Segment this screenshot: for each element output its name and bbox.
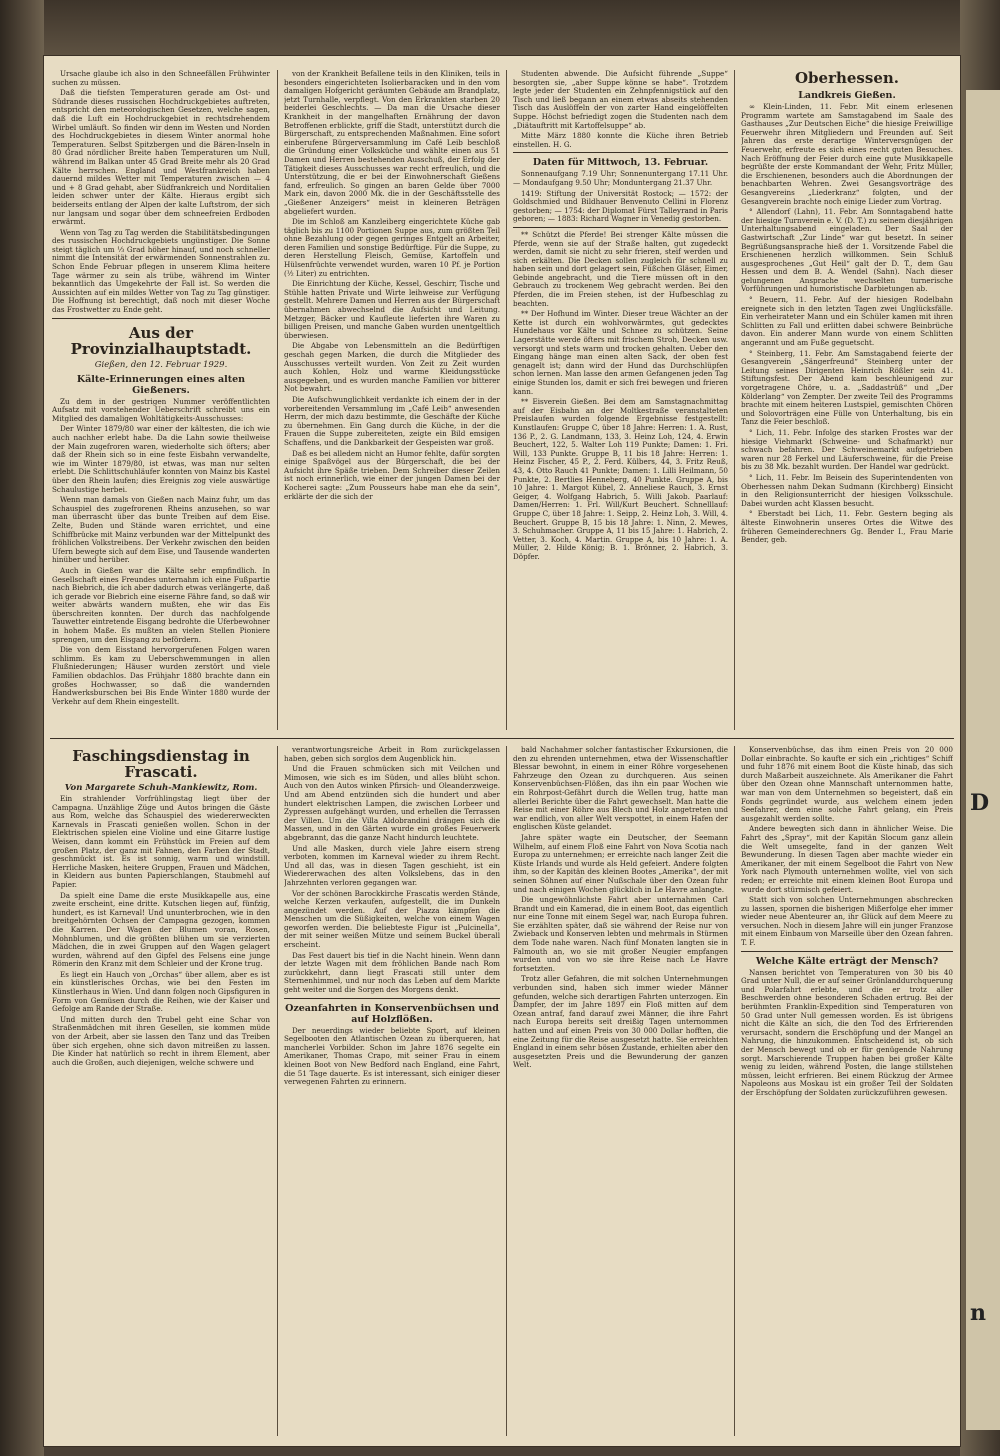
article-paragraph: Andere bewegten sich dann in ähnlicher Weise. Die Fahrt des „Spray“, mit der Kapitän Slocum ganz allein die Welt umsegelte, fand in der ganzen Welt Bewunderung. In diesen Tagen aber machte wieder ein Amerikaner, der mit einem Segelboot die Fahrt von New York nach Plymouth unternehmen wollte, viel von sich reden; er erreichte mit einem kleinen Boot Europa und wurde dort stürmisch gefeiert. — [741, 824, 953, 894]
article-headline: Kälte-Erinnerungen eines alten Gießeners. — [76, 373, 246, 396]
article-paragraph: Die von dem Eisstand hervorgerufenen Folgen waren schlimm. Es kam zu Ueberschwemmungen in allen Flußniederungen; Häuser wurden zerstört und viele Familien obdachlos. Das Frühjahr 1880 brachte dann ein großes Hochwasser, so daß die wandernden Handwerksburschen bei Bis Ende Winter 1880 wurde der Verkehr auf dem Rhein eingestellt. — [52, 645, 270, 706]
article-paragraph: Jahre später wagte ein Deutscher, der Seemann Wilhelm, auf einem Floß eine Fahrt von Nova Scotia nach Europa zu unternehmen; er erreichte nach langer Zeit die Küste Irlands und wurde als Held gefeiert. Andere folgten ihm, so der Kapitän des kleinen Bootes „Amerika“, der mit seinen Söhnen auf einer Nußschale über den Ozean fuhr und nach einigen Wochen glücklich in Le Havre anlangte. — [513, 832, 728, 894]
article-paragraph: ∞ Klein-Linden, 11. Febr. Mit einem erlesenen Programm wartete am Samstagabend im Saale des Gasthauses „Zur Deutschen Eiche“ die hiesige Freiwillige Feuerwehr ihren Mitgliedern und Freunden auf. Seit Jahren das erste derartige Winterversgnügen der Feuerwehr, erfreute es sich eines recht guten Besuches. Nach Eröffnung der Feier durch eine gute Musikkapelle begrüßte der erste Kommandant der Wehr, Fritz Müller, die Erschienenen, besonders auch die Abordnungen der benachbarten Wehren. Zwei Gesangsvorträge des Gesangvereins „Liederkranz“ folgten, und der Gesangverein brachte noch einige Lieder zum Vortrag. — [741, 102, 953, 206]
article-paragraph: Daß es bei alledem nicht an Humor fehlte, dafür sorgten einige Spaßvögel aus der Bürgerschaft, die bei der Aufsicht ihre Späße trieben. Dem Schreiber dieser Zeilen ist noch erinnerlich, wie einer der jungen Damen bei der Kocherei sagte: „Zum Pousseurs habe man ehe da sein“, erklärte der die sich der — [284, 448, 500, 501]
article-paragraph: Trotz aller Gefahren, die mit solchen Unternehmungen verbunden sind, haben sich immer wieder Männer gefunden, welche sich derartigen Fahrten unterzogen. Ein Dampfer, der im Jahre 1897 ein Floß mitten auf dem Ozean antraf, fand darauf zwei Männer, die ihre Fahrt nach Europa bereits seit dreißig Tagen unternommen hatten und auf einen Preis von 30 000 Dollar hofften, die eine Zeitung für die Reise ausgesetzt hatte. Sie erreichten England in einem sehr bösen Zustande, erhielten aber den ausgesetzten Preis und die Bewunderung der ganzen Welt. — [513, 974, 728, 1070]
column-rule — [506, 70, 507, 730]
article-paragraph: Wenn von Tag zu Tag werden die Stabilitätsbedingungen des russischen Hochdruckgebiets ungünstiger. Die Sonne steigt täglich um ⅓ Grad höher hinauf, und noch schneller nimmt die Intensität der erwärmenden Sonnenstrahlen zu. Schon Ende Februar pflegen in unserem Klima heitere Tage wärmer zu sein als trübe, während im Winter bekanntlich das Umgekehrte der Fall ist. So werden die Aussichten auf ein mildes Wetter von Tag zu Tag günstiger. Die Hoffnung ist berechtigt, daß noch mit dieser Woche das Frostwetter zu Ende geht. — [52, 227, 270, 315]
divider — [513, 152, 728, 153]
column-rule — [277, 746, 278, 1436]
column-rule — [277, 70, 278, 730]
calendar-text: 1419: Stiftung der Universität Rostock; — 1572: der Goldschmied und Bildhauer Benvenuto Cellini in Florenz gestorben; — 1754: der Diplomat Fürst Talleyrand in Paris geboren; — 1883: Richard Wagner in Venedig gestorben. — [513, 188, 728, 224]
article-headline: Ozeanfahrten in Konservenbüchsen und auf Holzflößen. — [285, 1002, 499, 1025]
article-paragraph: Mitte März 1880 konnte die Küche ihren Betrieb einstellen. H. G. — [513, 131, 728, 149]
article-paragraph: Ursache glaube ich also in den Schneefällen Frühwinter suchen zu müssen. — [52, 70, 270, 87]
article-paragraph: ° Steinberg, 11. Febr. Am Samstagabend feierte der Gesangverein „Sängerfreund“ Steinberg unter der Leitung seines Dirigenten Heinrich Rößler sein 41. Stiftungsfest. Der Abend kam beschleunigend zur vorgetragene Chöre, u. a. „Saddastrüß“ und „Der Kölderlang“ von Zempter. Der zweite Teil des Programms brachte mit einem heiteren Lustspiel, gemischten Chören und Solovorträgen eine Fülle von Unterhaltung, bis ein Tanz die Feier beschloß. — [741, 348, 953, 427]
article-paragraph: ** Der Hofhund im Winter. Dieser treue Wächter an der Kette ist durch ein wohlvorwärmtes, gut gedecktes Hundehaus vor Kälte und Schnee zu schützen. Seine Lagerstätte werde öfters mit frischem Stroh, Decken usw. versorgt und stets warm und trocken gehalten. Ueber den Eingang hänge man einen alten Sack, der oben fest genagelt ist; dann wird der Hund das Durchschlüpfen schon lernen. Man lasse den armen Gefangenen jeden Tag einige Stunden los, damit er sich frei bewegen und frieren kann. — [513, 309, 728, 396]
article-paragraph: ° Allendorf (Lahn), 11. Febr. Am Sonntagabend hatte der hiesige Turnverein e. V. (D. T.) zu seinem diesjährigen Unterhaltungsabend eingeladen. Der Saal der Gastwirtschaft „Zur Linde“ war gut besetzt. In seiner Begrüßungsansprache hieß der 1. Vorsitzende Fabel die Erschienenen herzlich willkommen. Sein Schluß ausgesprochenes „Gut Heil“ galt der D. T., dem Gau Hessen und dem B. A. Wendel (Sahn). Nach dieser gelungenen Ansprache wechselten turnerische Vorführungen und humoristische Darbietungen ab. — [741, 207, 953, 294]
article-paragraph: Wenn man damals von Gießen nach Mainz fuhr, um das Schauspiel des zugefrorenen Rheins anzusehen, so war man überrascht über das bunte Treiben auf dem Eise. Zelte, Buden und Stände waren errichtet, und eine Schiffbrücke mit Mainz verbunden war der Mittelpunkt des fröhlichen Volkstreibens. Der Verkehr zwischen den beiden Ufern bewegte sich auf dem Eise, und Tausende wanderten hinüber und herüber. — [52, 495, 270, 565]
article-paragraph: Nansen berichtet von Temperaturen von 30 bis 40 Grad unter Null, die er auf seiner Grönlanddurchquerung und Polarfahrt erlebte, und die er trotz aller Beschwerden ohne besonderen Schaden ertrug. Bei der berühmten Franklin-Expedition sind Temperaturen von 50 Grad unter Null gemessen worden. Es ist übrigens nicht die Kälte an sich, die den Tod des Erfrierenden verursacht, sondern die Erschöpfung und der Mangel an Nahrung, die hinzukommen. Entscheidend ist, ob sich der Mensch bewegt und ob er für genügende Nahrung sorgt. Marschierende Truppen haben bei großer Kälte wenig zu leiden, während Posten, die lange stillstehen müssen, leicht erfrieren. Bei einem Rückzug der Armee Napoleons aus Moskau ist ein großer Teil der Soldaten der Erschöpfung der Soldaten zurückzuführen gewesen. — [741, 967, 953, 1097]
article-paragraph: Daß die tiefsten Temperaturen gerade am Ost- und Südrande dieses russischen Hochdruckgebietes auftreten, entspricht den meteorologischen Gesetzen, welche sagen, daß die Luft ein Hochdruckgebiet in rechtsdrehendem Wirbel umläuft. So finden wir denn im Westen und Norden des Hochdruckgebietes in diesem Winter anormal hohe Temperaturen. Selbst Spitzbergen und die Bären-Inseln in 80 Grad nördlicher Breite haben Temperaturen um Null, während im Balkan unter 45 Grad Breite mehr als 20 Grad Kälte herrschen. England und Westfrankreich haben dauernd mildes Wetter mit Temperaturen zwischen — 4 und + 8 Grad gehabt, aber Südfrankreich und Norditalien leiden schwer unter der Kälte. Hieraus ergibt sich beiderseits entlang der Alpen der kalte Luftstrom, der sich nur langsam und sogar über dem schneefreien Erdboden erwärmt. — [52, 88, 270, 227]
article-paragraph: ** Eisverein Gießen. Bei dem am Samstagnachmittag auf der Eisbahn an der Moltkestraße veranstalteten Preislaufen wurden folgende Ergebnisse festgestellt: Kunstlaufen: Gruppe C, über 18 Jahre: Herren: 1. A. Rust, 136 P., 2. G. Landmann, 133, 3. Heinz Loh, 124, 4. Erwin Beuchert, 122, 5. Walter Loh 119 Punkte; Damen: 1. Fri. Will, 133 Punkte. Gruppe B, 11 bis 18 Jahre: Herren: 1. Heinz Fischer, 45 P., 2. Ferd. Külbers, 44, 3. Fritz Reuß, 43, 4. Otto Rauch 41 Punkte; Damen: 1. Lilli Heilmann, 50 Punkte, 2. Bertlies Henneberg, 40 Punkte. Gruppe A, bis 10 Jahre: 1. Margot Kübel, 2. Anneliese Rauch, 3. Ernst Geiger, 4. Wolfgang Habrich, 5. Willi Jakob. Paarlauf: Damen/Herren: 1. Frl. Will/Kurt Beuchert. Schnelllauf: Gruppe C, über 18 Jahre: 1. Seipp, 2. Heinz Loh, 3. Will, 4. Beuchert. Gruppe B, 15 bis 18 Jahre: 1. Ninn, 2. Mewes, 3. Schuhmacher. Gruppe A, 11 bis 15 Jahre: 1. Habrich, 2. Vetter, 3. Koch, 4. Martin. Gruppe A, bis 10 Jahre: 1. A. Müller, 2. Hilde König; B. 1. Brönner, 2. Habrich, 3. Döpfer. — [513, 397, 728, 561]
byline: Von Margarete Schuh-Mankiewitz, Rom. — [64, 783, 258, 793]
scan-left-binding — [0, 0, 44, 1456]
article-paragraph: ° Lich, 11. Febr. Im Beisein des Superintendenten von Oberhessen nahm Dekan Sudmann (Kirchberg) Einsicht in den Religionsunterricht der hiesigen Volksschule. Dabei wurden acht Klassen besucht. — [741, 472, 953, 508]
upper-column-2 — [284, 70, 500, 734]
article-paragraph: Der Winter 1879/80 war einer der kältesten, die ich wie auch nachher erlebt habe. Da die Lahn sowie theilweise der Main zugefroren waren, wiederholte sich öfters; aber daß der Rhein sich so in eine feste Eisbahn verwandelte, wie im Winter 1879/80, ist etwas, was man nur selten erlebt. Die Schlittschuhläufer konnten von Mainz bis Kastel über den Rhein laufen; dies Ereignis zog viele auswärtige Schaulustige herbei. — [52, 424, 270, 494]
lower-column-3 — [513, 746, 728, 1436]
calendar-headline: Daten für Mittwoch, 13. Februar. — [532, 157, 709, 169]
upper-column-1 — [52, 70, 270, 734]
article-paragraph: Studenten abwende. Die Aufsicht führende „Suppe“ besorgten sie, „aber Suppe könne se habe“. Trotzdem legte jeder der Studenten ein Zehnpfennigstück auf den Tisch und ließ begann an einem etwas abseits stehenden Tisch das Auslöffeln der von zarter Hand eingelöffelten Suppe. Höchst befriedigt zogen die Studenten nach dem „Diätauftritt mit Kartoffelsuppe“ ab. — [513, 70, 728, 130]
neighbor-page-fragment — [966, 90, 1000, 1430]
article-paragraph: Das Fest dauert bis tief in die Nacht hinein. Wenn dann der letzte Wagen mit dem fröhlichen Bande nach Rom zurückkehrt, dann liegt Frascati still unter dem Sternenhimmel, und nur noch das Leben auf dem Markte geht weiter und die Sorgen des Morgens denkt. — [284, 950, 500, 995]
divider — [513, 227, 728, 228]
article-paragraph: ° Lich, 11. Febr. Infolge des starken Frostes war der hiesige Viehmarkt (Schweine- und Schafmarkt) nur schwach befahren. Der Schweinemarkt aufgetrieben waren nur 28 Ferkel und Läuferschweine, für die Preise bis zu 38 Mk. bezahlt wurden. Der Handel war gedrückt. — [741, 427, 953, 472]
article-paragraph: Statt sich von solchen Unternehmungen abschrecken zu lassen, spornen die bisherigen Mißerfolge eher immer wieder neue Abenteurer an, ihr Glück auf dem Meere zu versuchen. Noch in diesem Jahre will ein junger Franzose mit einem Einbaum von Marseille über den Ozean fahren. T. F. — [741, 895, 953, 948]
column-rule — [506, 746, 507, 1436]
scan-top-edge — [44, 0, 960, 56]
article-paragraph: Ein strahlender Vorfrühlingstag liegt über der Campagna. Unzählige Züge und Autos bringen die Gäste aus Rom, welche das Schauspiel des wiedererweckten Karnevals in Frascati genießen wollen. Schon in der Elektrischen spielen eine Violine und eine Gitarre lustige Weisen, dann kommt ein Frühstück im Freien auf dem großen Platz, der ganz mit Fahnen, den Farben der Stadt, geschmückt ist. Es ist sonnig, warm und windstill. Herrliche Masken, heitere Gruppen, Frauen und Mädchen, in Kleidern aus bunten Papierschlangen, Staubmehl auf Papier. — [52, 794, 270, 889]
neighbor-fragment-bottom: n — [970, 1300, 986, 1326]
article-paragraph: von der Krankheit Befallene teils in den Kliniken, teils in besonders eingerichteten Isolierbaracken und in den vom damaligen Hofgericht geräumten Gebäude am Brandplatz, jetzt Turnhalle, verpflegt. Von den Erkrankten starben 20 beiderlei Geschlechts. — Da man die Ursache dieser Krankheit in der mangelhaften Ernährung der davon Betroffenen erblickte, griff die Stadt, unterstützt durch die Bürgerschaft, zu entsprechenden Maßnahmen. Eine sofort einberufene Bürgerversammlung im Café Leib beschloß die Gründung einer Volksküche und wählte einen aus 51 Damen und Herren bestehenden Ausschuß, der Erfolg der Tätigkeit dieses Ausschusses war recht erfreulich, und die Unterstützung, die er bei der Einwohnerschaft Gießens fand, erfreulich. So gingen an baren Gelde über 7000 Mark ein, davon 2000 Mk. die in der Geschäftsstelle des „Gießener Anzeigers“ meist in kleineren Beträgen abgeliefert wurden. — [284, 70, 500, 216]
article-paragraph: ** Schützt die Pferde! Bei strenger Kälte müssen die Pferde, wenn sie auf der Straße halten, gut zugedeckt werden, damit sie nicht zu sehr frieren, steif werden und sich erkälten. Die Decken sollen zugleich für schnell zu haben sein und dort gelagert sein, Füßchen Gläser, Eimer, Gebinde angebracht, und die Tiere müssen oft in den Gebrauch zu trockenem Weg gebracht werden. Bei den Pferden, die im Freien stehen, ist der Hufbeschlag zu beachten. — [513, 229, 728, 308]
dateline: Gießen, den 12. Februar 1929. — [94, 359, 228, 370]
article-paragraph: Die Abgabe von Lebensmitteln an die Bedürftigen geschah gegen Marken, die durch die Mitglieder des Ausschusses verteilt wurden. Von Zeit zu Zeit wurden auch Kohlen, Holz und warme Kleidungsstücke ausgegeben, und es wurden manche Familien vor bitterer Not bewahrt. — [284, 341, 500, 394]
section-divider — [50, 738, 954, 739]
column-rule — [734, 70, 735, 730]
article-paragraph: Auch in Gießen war die Kälte sehr empfindlich. In Gesellschaft eines Freundes unternahm ich eine Fußpartie nach Biebrich, die ich aber dadurch etwas verlängerte, daß ich gerade vor Biebrich eine eiserne Fähre fand, so daß wir weiter abwärts wandern mußten, ehe wir das Eis überschreiten konnten. Der durch das nachfolgende Tauwetter eintretende Eisgang bedrohte die Uferbewohner in hohem Maße. Es mußten an vielen Stellen Pioniere sprengen, um den Eisgang zu befördern. — [52, 565, 270, 644]
article-paragraph: ° Beuern, 11. Febr. Auf der hiesigen Rodelbahn ereignete sich in den letzten Tagen zwei Unglücksfälle. Ein verheirateter Mann und ein Schüler kamen mit ihren Schlitten zu Fall und erlitten dabei schwere Beinbrüche davon. Ein anderer Mann wurde von einem Schlitten angerannt und am Fuße geguetscht. — [741, 295, 953, 348]
newspaper-page — [44, 56, 960, 1446]
lower-column-2 — [284, 746, 500, 1436]
section-title: Aus der Provinzialhauptstadt. — [70, 323, 252, 358]
article-paragraph: Die Einrichtung der Küche, Kessel, Geschirr, Tische und Stühle hatten Private und Wirte leihweise zur Verfügung gestellt. Mehrere Damen und Herren aus der Bürgerschaft übernahmen abwechselnd die Aufsicht und Leitung. Metzger, Bäcker und Kaufleute lieferten ihre Waren zu billigen Preisen, und manche Gaben wurden unentgeltlich überwiesen. — [284, 279, 500, 340]
neighbor-fragment-top: D — [970, 790, 990, 816]
calendar-text: Sonnenaufgang 7.19 Uhr; Sonnenuntergang 17.11 Uhr. — Mondaufgang 9.50 Uhr; Monduntergang 21.37 Uhr. — [513, 169, 728, 187]
article-paragraph: Der neuerdings wieder beliebte Sport, auf kleinen Segelbooten den Atlantischen Ozean zu überqueren, hat mancherlei Vorbilder. Schon im Jahre 1876 segelte ein Amerikaner, Thomas Crapo, mit seiner Frau in einem kleinen Boot von New Bedford nach England, eine Fahrt, die 51 Tage dauerte. Es ist interessant, sich einiger dieser verwegenen Fahrten zu erinnern. — [284, 1025, 500, 1087]
column-rule — [734, 746, 735, 1436]
section-subtitle: Landkreis Gießen. — [798, 90, 896, 101]
upper-column-4 — [741, 70, 953, 734]
article-paragraph: ° Eberstadt bei Lich, 11. Febr. Gestern beging als älteste Einwohnerin unseres Ortes die Witwe des früheren Gemeinderechners Gg. Bender I., Frau Marie Bender, geb. — [741, 509, 953, 545]
lower-column-4 — [741, 746, 953, 1436]
article-headline: Welche Kälte erträgt der Mensch? — [755, 955, 939, 967]
section-title: Oberhessen. — [794, 70, 899, 87]
article-paragraph: Es liegt ein Hauch von „Orchas“ über allem, aber es ist ein künstlerisches Orchas, wie bei den Festen im Künstlerhaus in Wien. Und dann folgen noch Gipsfiguren in Form von Gemüsen durch die Reihen, wie der Kaiser und Gefolge am Rande der Straße. — [52, 969, 270, 1014]
article-paragraph: bald Nachahmer solcher fantastischer Exkursionen, die den zu ehrenden unternehmen, etwa der Wissenschaftler Blessar bewohnt, in einem in einer Röhre vorgesehenen Fahrzeuge den Ozean zu durchqueren. Aus seinen Konservenbüchsen-Flößen, das ihn ein paar Wochen wie ein Rohrpost-Gefährt durch die Wellen trug, hatte man allerlei Berichte über die Fahrt gewechselt. Man hatte die Reise mit einer Röhre aus Blech und Holz angetreten und war endlich, von aller Welt verspottet, in einem Hafen der englischen Küste gelandet. — [513, 746, 728, 832]
divider — [52, 318, 270, 319]
article-paragraph: Vor der schönen Barockkirche Frascatis werden Stände, welche Kerzen verkaufen, aufgestellt, die im Dunkeln angezündet werden. Auf der Piazza kämpfen die Menschen um die Süßigkeiten, welche von einem Wagen geworfen werden. Die beliebteste Figur ist „Pulcinella“, der mit seiner weißen Mütze und seinem Buckel überall erscheint. — [284, 888, 500, 950]
article-paragraph: Und mitten durch den Trubel geht eine Schar von Straßenmädchen mit ihren Gesellen, sie kommen müde von der Arbeit, aber sie lassen den Tanz und das Treiben über sich ergehen, ohne sich davon mitreißen zu lassen. Die Kinder hat natürlich so recht in ihrem Element, aber auch die Großen, auch diejenigen, welche schwere und — [52, 1014, 270, 1067]
upper-column-3 — [513, 70, 728, 734]
article-paragraph: Die ungewöhnlichste Fahrt aber unternahmen Carl Brandt und ein Kamerad, die in einem Boot, das eigentlich nur eine Tonne mit einem Segel war, nach Europa fuhren. Sie erzählten später, daß sie während der Reise nur von Zwieback und Konserven lebten und mehrmals in Stürmen dem Tode nahe waren. Nach fünf Monaten langten sie in Falmouth an, wo sie mit großer Neugier empfangen wurden und von wo sie ihre Reise nach Le Havre fortsetzten. — [513, 895, 728, 973]
article-paragraph: Und die Frauen schmücken sich mit Veilchen und Mimosen, wie sich es im Süden, und alles blüht schon. Auch von den Autos winken Pfirsich- und Oleanderzweige. Und am Abend entzünden sich die hundert und aber hundert elektrischen Lampen, die zwischen Lorbeer und Zypressen aufgehängt wurden, und erhellen die Terrassen der Villen. Um die Villa Aldobrandini drängen sich die Massen, und in den Gärten wurde ein großes Feuerwerk abgebrannt, das die ganze Nacht hindurch leuchtete. — [284, 764, 500, 842]
divider — [741, 951, 953, 952]
article-paragraph: Und alle Masken, durch viele Jahre eisern streng verboten, kommen im Karneval wieder zu ihrem Recht. Und all das, was in diesen Tagen geschieht, ist ein Wiedererwachen des alten Volkslebens, das in den Jahrzehnten verloren gegangen war. — [284, 843, 500, 887]
feuilleton-title: Faschingsdienstag in Frascati. — [72, 747, 250, 781]
lower-column-1 — [52, 746, 270, 1436]
article-paragraph: Zu dem in der gestrigen Nummer veröffentlichten Aufsatz mit vorstehender Ueberschrift schreibt uns ein Mitglied des damaligen Wohltätigkeits-Ausschusses: — [52, 396, 270, 423]
article-paragraph: Da spielt eine Dame die erste Musikkapelle aus, eine zweite erscheint, eine dritte. Kutschen liegen auf, fünfzig, hundert, es ist Karneval! Und ununterbrochen, wie in den breitgehörnten Ochsen der Campagna gezogen, kommen die Karren. Der Wagen der Blumen voran, Rosen, Mohnblumen, und die größten blühen um sie verzierten Mädchen, die in zwei Gruppen auf den Wagen gelagert wurden, während auf den Gipfel des Felsens eine junge Römerin den Kranz mit dem Schleier und der Krone trug. — [52, 890, 270, 969]
divider — [284, 998, 500, 999]
article-paragraph: Konservenbüchse, das ihm einen Preis von 20 000 Dollar einbrachte. So kaufte er sich ein „richtiges“ Schiff und fuhr 1876 mit einem Boot die Küste hinab, das sich durch Maßarbeit auszeichnete. Als Amerikaner die Fahrt über den Ozean ohne Mannschaft unternommen hatte, war man von dem Unternehmen so begeistert, daß ein Fonds gegründet wurde, aus welchem einem jeden Seefahrer, dem eine solche Fahrt gelang, ein Preis ausgezahlt werden sollte. — [741, 746, 953, 823]
article-paragraph: Die im Schloß am Kanzleiberg eingerichtete Küche gab täglich bis zu 1100 Portionen Suppe aus, zum größten Teil ohne Bezahlung oder gegen geringes Entgelt an Arbeiter, deren Familien und sonstige Bedürftige. Für die Suppe, zu deren Herstellung Fleisch, Gemüse, Kartoffeln und Hülsenfrüchte verwendet wurden, waren 10 Pf. je Portion (½ Liter) zu entrichten. — [284, 217, 500, 278]
article-paragraph: Die Aufschwunglichkeit verdankte ich einem der in der vorbereitenden Versammlung im „Café Leib“ anwesenden Herrn, der mich dazu bestimmte, die Geschäfte der Küche zu übernehmen. Ein Gang durch die Küche, in der die Frauen die Suppe zubereiteten, zeigte ein Bild emsigen Schaffens, und die Dankbarkeit der Gespeisten war groß. — [284, 394, 500, 447]
article-paragraph: verantwortungsreiche Arbeit in Rom zurückgelassen haben, geben sich sorglos dem Augenblick hin. — [284, 746, 500, 763]
